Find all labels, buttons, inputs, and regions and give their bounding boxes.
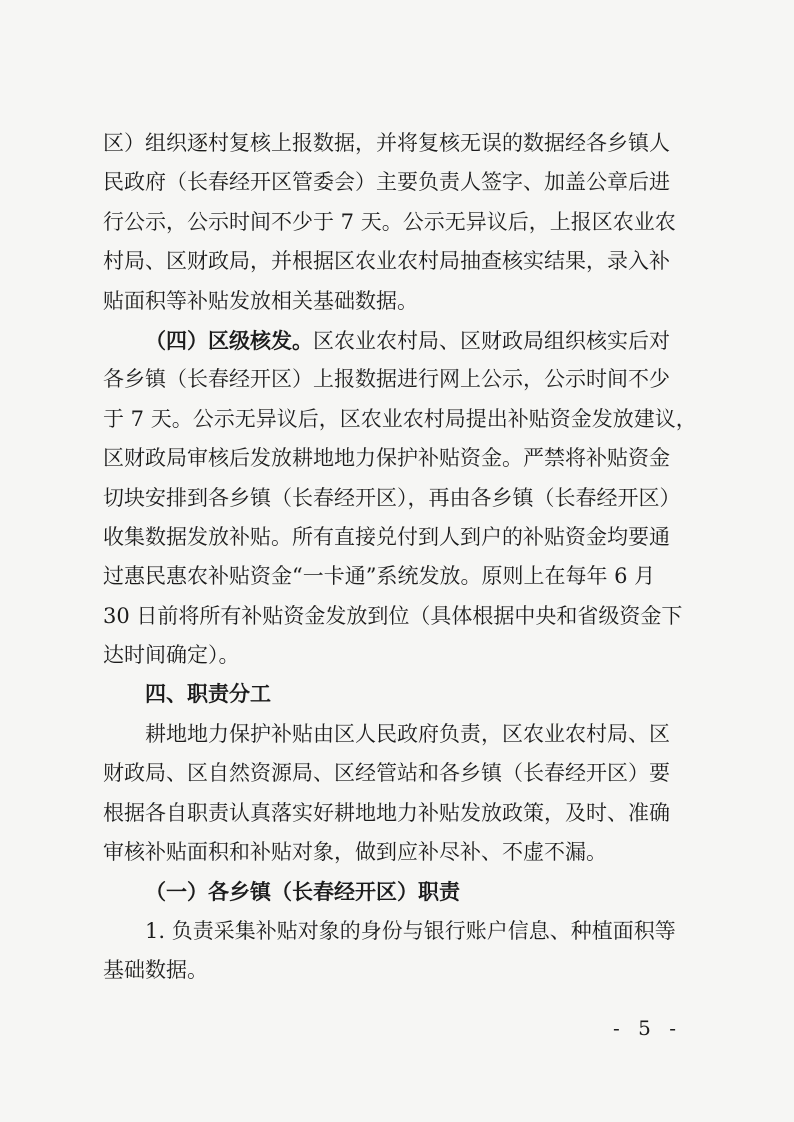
text-line: 过惠民惠农补贴资金“一卡通”系统发放。原则上在每年 6 月 <box>103 564 656 589</box>
text-line: 审核补贴面积和补贴对象，做到应补尽补、不虚不漏。 <box>103 840 607 865</box>
paragraph-district-issuance <box>103 321 698 676</box>
document-body <box>103 124 698 991</box>
subsection-heading-townships: （一）各乡镇（长春经开区）职责 <box>145 879 460 905</box>
text-line: 达时间确定）。 <box>103 643 240 668</box>
text-line: 于 7 天。公示无异议后，区农业农村局提出补贴资金发放建议， <box>103 406 697 431</box>
text-line: 民政府（长春经开区管委会）主要负责人签字、加盖公章后进 <box>103 170 670 195</box>
text-line: 财政局、区自然资源局、区经管站和各乡镇（长春经开区）要 <box>103 761 670 786</box>
text-line: 耕地地力保护补贴由区人民政府负责，区农业农村局、区 <box>145 721 670 746</box>
paragraph-responsibility-overview <box>103 715 698 873</box>
text-line: 收集数据发放补贴。所有直接兑付到人到户的补贴资金均要通 <box>103 524 670 549</box>
text-line: 30 日前将所有补贴资金发放到位（具体根据中央和省级资金下 <box>103 603 683 628</box>
text-line: 基础数据。 <box>103 958 208 983</box>
text-line: 贴面积等补贴发放相关基础数据。 <box>103 288 418 313</box>
paragraph-item-1 <box>103 912 698 991</box>
text-line: 村局、区财政局，并根据区农业农村局抽查核实结果，录入补 <box>103 249 670 274</box>
text-line: 各乡镇（长春经开区）上报数据进行网上公示，公示时间不少 <box>103 367 670 392</box>
text-line <box>103 321 698 360</box>
text-line: 根据各自职责认真落实好耕地地力补贴发放政策，及时、准确 <box>103 800 670 825</box>
section-heading-responsibilities: 四、职责分工 <box>145 682 271 707</box>
subsection-heading-4: （四）区级核发。 <box>145 327 313 353</box>
text-line: 区）组织逐村复核上报数据，并将复核无误的数据经各乡镇人 <box>103 131 670 155</box>
text-line: 切块安排到各乡镇（长春经开区），再由各乡镇（长春经开区） <box>103 485 681 510</box>
page-number: - 5 - <box>613 1016 682 1040</box>
text-line: 区财政局审核后发放耕地地力保护补贴资金。严禁将补贴资金 <box>103 446 670 471</box>
text-line: 行公示，公示时间不少于 7 天。公示无异议后，上报区农业农 <box>103 209 676 234</box>
paragraph-review-report <box>103 124 698 321</box>
text-span: 区农业农村局、区财政局组织核实后对 <box>313 328 670 353</box>
text-line: 1. 负责采集补贴对象的身份与银行账户信息、种植面积等 <box>145 918 676 943</box>
